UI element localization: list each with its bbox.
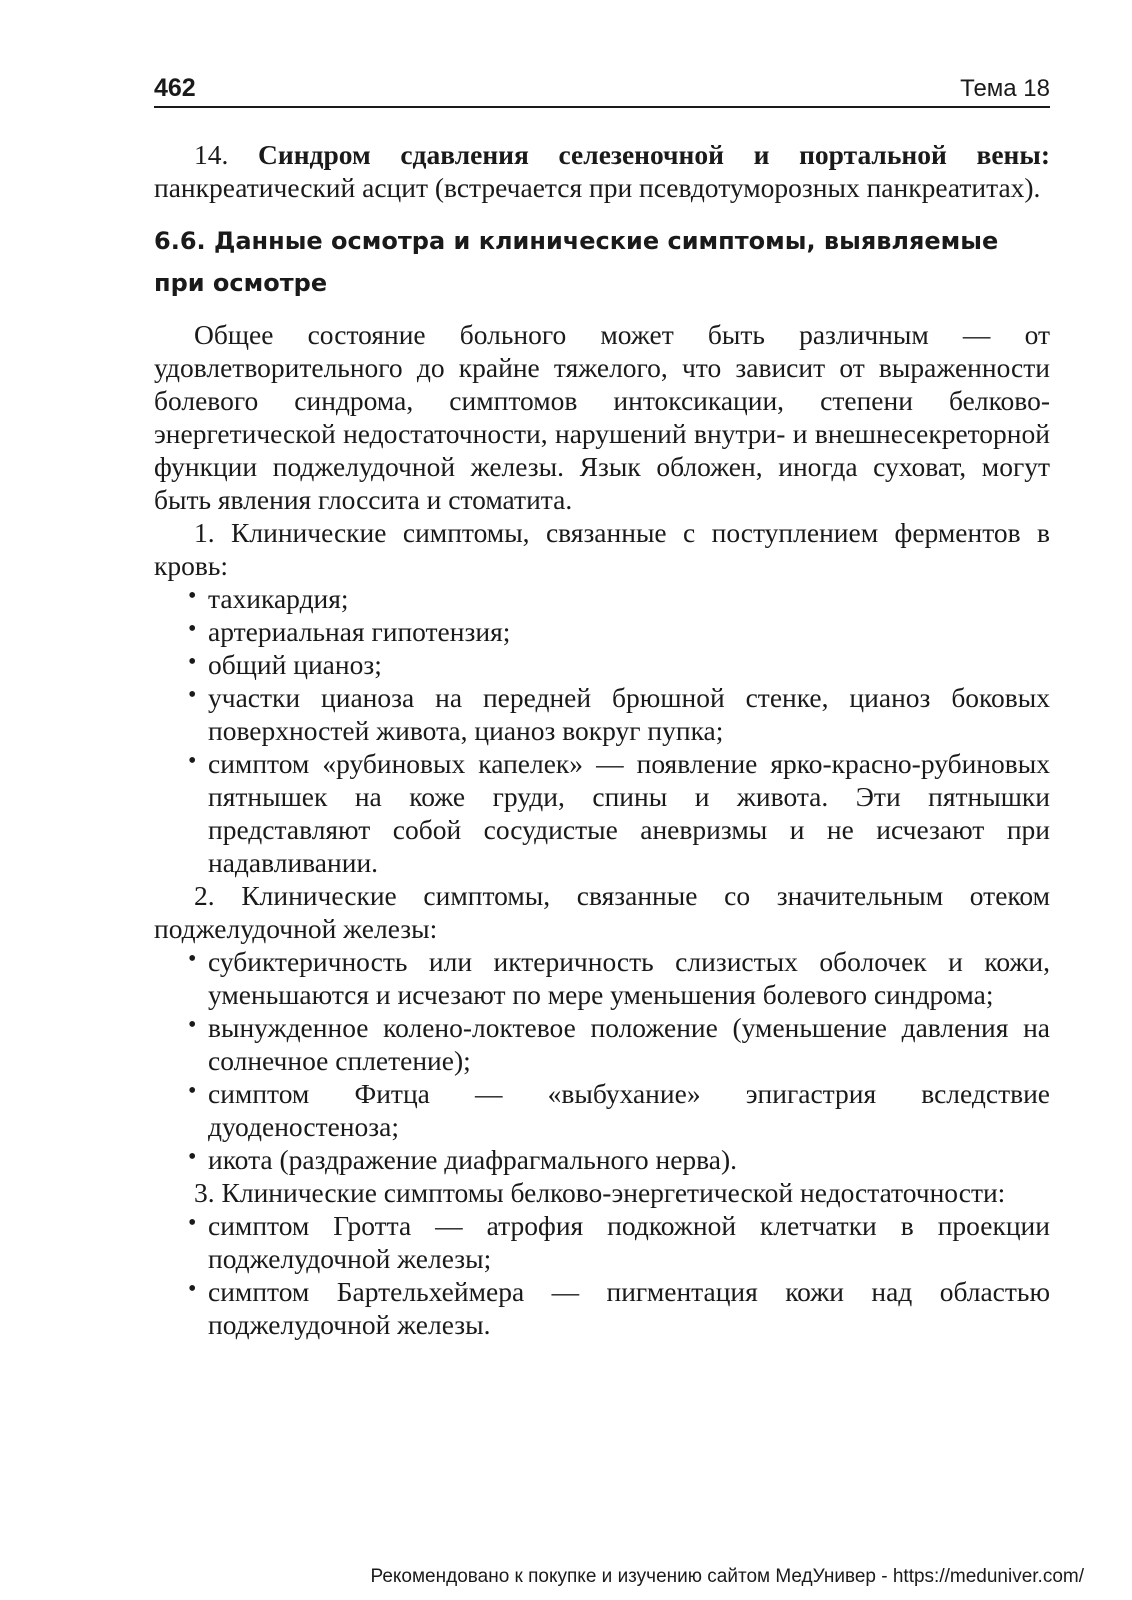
list-item: • общий цианоз;	[208, 648, 1050, 681]
list-item: • симптом Фитца — «выбухание» эпигастрия вследствие дуоденостеноза;	[208, 1077, 1050, 1143]
section-heading: 6.6. Данные осмотра и клинические симптомы, выявляемые при осмотре	[154, 227, 999, 297]
item-14-text: панкреатический асцит (встречается при псевдотуморозных панкреатитах).	[154, 172, 1041, 203]
book-page	[154, 74, 1050, 1341]
item-14-paragraph	[154, 138, 1050, 204]
group-3-list	[154, 1209, 1050, 1341]
list-item: • субиктеричность или иктеричность слизистых оболочек и кожи, уменьшаются и исчезают по мере уменьшения болевого синдрома;	[208, 945, 1050, 1011]
group-1-list	[154, 582, 1050, 879]
group-2-heading: 2. Клинические симптомы, связанные со значительным отеком поджелудочной железы:	[154, 880, 1050, 944]
list-item: • тахикардия;	[208, 582, 1050, 615]
page-number: 462	[154, 74, 196, 102]
intro-paragraph: Общее состояние больного может быть различным — от удовлетворительного до крайне тяжелого, что зависит от выраженности болевого синдрома, симптомов интоксикации, степени белково-энергетической недостаточности, нарушений внутри- и внешнесекреторной функции поджелудочной железы. Язык обложен, иногда суховат, могут быть явления глоссита и стоматита.	[154, 319, 1050, 515]
list-item: • вынужденное колено-локтевое положение (уменьшение давления на солнечное сплетение);	[208, 1011, 1050, 1077]
list-item: • симптом Бартельхеймера — пигментация кожи над областью поджелудочной железы.	[208, 1275, 1050, 1341]
list-item: • симптом «рубиновых капелек» — появление ярко-красно-рубиновых пятнышек на коже груди, спины и живота. Эти пятнышки представляют собой сосудистые аневризмы и не исчезают при надавливании.	[208, 747, 1050, 879]
group-1-heading: 1. Клинические симптомы, связанные с поступлением ферментов в кровь:	[154, 517, 1050, 581]
item-14-number: 14.	[194, 139, 229, 170]
running-head: Тема 18	[960, 75, 1050, 102]
list-item: • симптом Гротта — атрофия подкожной клетчатки в проекции поджелудочной железы;	[208, 1209, 1050, 1275]
list-item: • участки цианоза на передней брюшной стенке, цианоз боковых поверхностей живота, цианоз вокруг пупка;	[208, 681, 1050, 747]
list-item: • икота (раздражение диафрагмального нерва).	[208, 1143, 1050, 1176]
group-3-heading: 3. Клинические симптомы белково-энергетической недостаточности:	[194, 1177, 1006, 1208]
list-item: • артериальная гипотензия;	[208, 615, 1050, 648]
item-14-bold-title: Синдром сдавления селезеночной и портальной вены:	[258, 139, 1050, 170]
group-2-list	[154, 945, 1050, 1176]
page-header	[154, 74, 1050, 108]
footer-watermark: Рекомендовано к покупке и изучению сайтом МедУнивер - https://meduniver.com/	[370, 1566, 1084, 1587]
